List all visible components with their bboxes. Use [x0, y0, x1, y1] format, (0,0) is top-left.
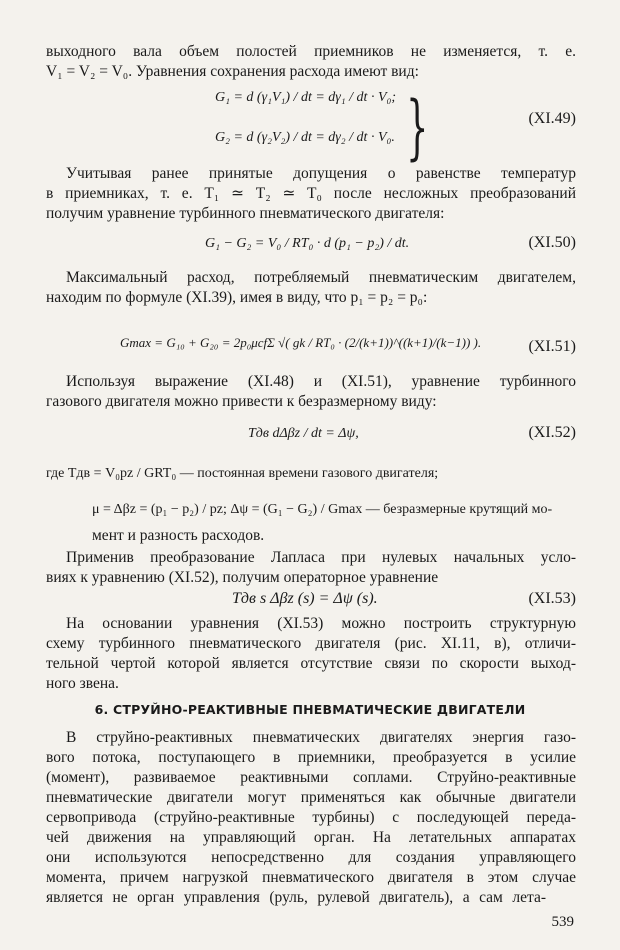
equation-xi51: [120, 334, 510, 352]
text-line: пневматические двигатели могут применяться как обычные двигатели: [46, 789, 576, 806]
text-line: Используя выражение (XI.48) и (XI.51), уравнение турбинного: [66, 373, 576, 390]
text-line: (момент), развиваемое реактивными соплами. Струйно-реактивные: [46, 769, 576, 786]
text-line: является не орган управления (руль, рулевой двигатель), а сам лета-: [46, 889, 546, 906]
text-line: V₁ = V₂ = V₀. Уравнения сохранения расхода имеют вид:: [46, 63, 419, 80]
text-line: виях к уравнению (XI.52), получим операторное уравнение: [46, 569, 439, 586]
section-heading: 6. СТРУЙНО-РЕАКТИВНЫЕ ПНЕВМАТИЧЕСКИЕ ДВИГАТЕЛИ: [94, 702, 526, 717]
equation-text: G₁ = d (γ₁V₁) / dt = dγ₁ / dt · V₀;: [215, 90, 397, 105]
equation-text: Tдв dΔβz / dt = Δψ,: [248, 426, 359, 441]
equation-number: (XI.52): [528, 424, 576, 441]
text-line: На основании уравнения (XI.53) можно построить структурную: [66, 615, 576, 632]
text-line: чей движения на управляющий орган. На летательных аппаратах: [46, 829, 576, 846]
text-line: вого потока, поступающего в приемники, преобразуется в усилие: [46, 749, 576, 766]
equation-xi53: [232, 590, 452, 608]
text-line: в приемниках, т. е. T₁ ≃ T₂ ≃ T₀ после несложных преобразований: [46, 185, 576, 202]
definition-line: μ = Δβz = (p₁ − p₂) / pz; Δψ = (G₁ − G₂) / Gmax — безразмерные крутящий мо-: [92, 502, 553, 517]
text-line: Учитывая ранее принятые допущения о равенстве температур: [66, 165, 576, 182]
equation-number: (XI.51): [528, 338, 576, 355]
equation-text: G₂ = d (γ₂V₂) / dt = dγ₂ / dt · V₀.: [215, 130, 395, 145]
text-line: газового двигателя можно привести к безразмерному виду:: [46, 393, 437, 410]
brace-icon: }: [406, 86, 429, 168]
text-line: В струйно-реактивных пневматических двигателях энергия газо-: [66, 729, 576, 746]
page-number: 539: [551, 914, 574, 930]
equation-number: (XI.53): [528, 590, 576, 607]
definition-line: мент и разность расходов.: [92, 527, 265, 544]
definition-line: где Tдв = V₀pz / GRT₀ — постоянная времени газового двигателя;: [46, 466, 439, 481]
equation-text: G₁ − G₂ = V₀ / RT₀ · d (p₁ − p₂) / dt.: [205, 236, 410, 251]
text-line: ного звена.: [46, 675, 119, 692]
equation-xi50: [205, 234, 505, 252]
text-line: Применив преобразование Лапласа при нулевых начальных усло-: [66, 549, 576, 566]
text-line: выходного вала объем полостей приемников не изменяется, т. е.: [46, 43, 576, 60]
equation-number: (XI.50): [528, 234, 576, 251]
equation-xi52: [248, 424, 448, 442]
text-line: схему турбинного пневматического двигателя (рис. XI.11, в), отличи-: [46, 635, 576, 652]
text-line: момента, причем нагрузкой пневматического двигателя в этом случае: [46, 869, 576, 886]
text-line: тельной чертой которой является отсутствие связи по скорости выход-: [46, 655, 576, 672]
equation-text: Tдв s Δβz (s) = Δψ (s).: [232, 590, 378, 607]
text-line: Максимальный расход, потребляемый пневматическим двигателем,: [66, 269, 576, 286]
equation-number: (XI.49): [528, 110, 576, 127]
text-line: получим уравнение турбинного пневматического двигателя:: [46, 205, 445, 222]
text-line: сервопривода (струйно-реактивные турбины) с последующей переда-: [46, 809, 576, 826]
equation-g2: [215, 128, 415, 146]
text-line: они используются непосредственно для создания управляющего: [46, 849, 576, 866]
text-line: находим по формуле (XI.39), имея в виду, что p₁ = p₂ = p₀:: [46, 289, 428, 306]
equation-g1: [215, 88, 415, 106]
equation-text: Gmax = G₁₀ + G₂₀ = 2p₀μcfΣ √( gk / RT₀ · (2/(k+1))^((k+1)/(k−1)) ).: [120, 335, 482, 350]
